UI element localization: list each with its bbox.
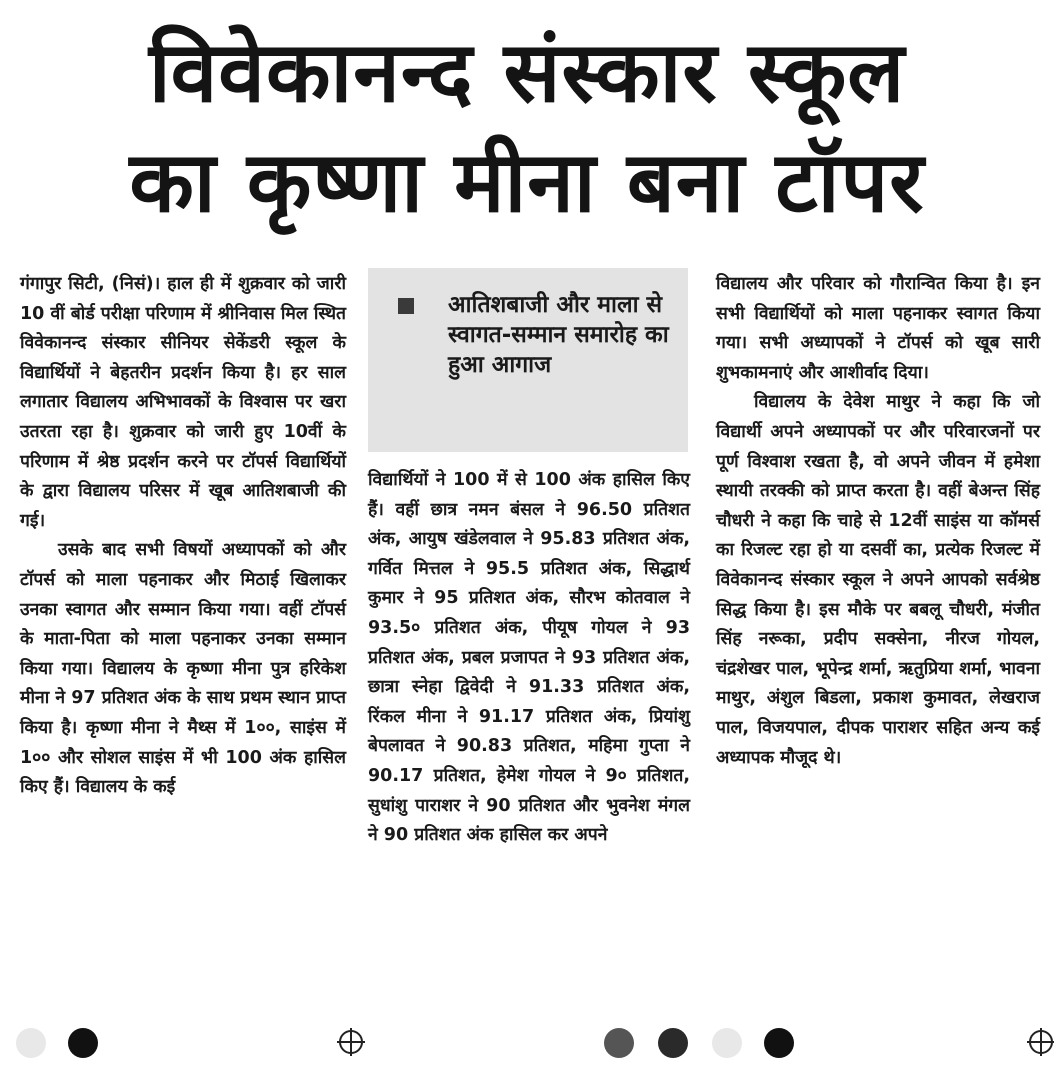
article-column-2	[368, 466, 690, 851]
paragraph-text: हाल ही में शुक्रवार को जारी 10 वीं बोर्ड परीक्षा परिणाम में श्रीनिवास मिल स्थित विवेकानन्द संस्कार सीनियर सेकेंडरी स्कूल के विद्यार्थियों ने बेहतरीन प्रदर्शन किया है। हर साल लगातार विद्यालय अभिभावकों के विश्वास पर खरा उतरता रहा है। शुक्रवार को जारी हुए 10वीं के परिणाम में श्रेष्ठ प्रदर्शन करने पर टॉपर्स विद्यार्थियों के द्वारा विद्यालय परिसर में खूब आतिशबाजी की गई।	[20, 274, 347, 531]
article-paragraph	[20, 270, 346, 536]
square-bullet-icon	[398, 298, 414, 314]
article-paragraph: उसके बाद सभी विषयों अध्यापकों को और टॉपर्स को माला पहनाकर और मिठाई खिलाकर उनका स्वागत और सम्मान किया गया। वहीं टॉपर्स के माता-पिता को माला पहनाकर उनका सम्मान किया गया। विद्यालय के कृष्णा मीना पुत्र हरिकेश मीना ने 97 प्रतिशत अंक के साथ प्रथम स्थान प्राप्त किया है। कृष्णा मीना ने मैथ्स में 1००, साइंस में 1०० और सोशल साइंस में भी 100 अंक हासिल किए हैं। विद्यालय के कई	[20, 540, 346, 798]
registration-dot	[658, 1028, 688, 1058]
article-column-1	[20, 270, 346, 803]
headline-line-2: का कृष्णा मीना बना टॉपर	[129, 133, 925, 231]
article-column-3	[716, 270, 1040, 773]
article-paragraph: विद्यार्थियों ने 100 में से 100 अंक हासिल किए हैं। वहीं छात्र नमन बंसल ने 96.50 प्रतिशत अंक, आयुष खंडेलवाल ने 95.83 प्रतिशत अंक, गर्वित मित्तल ने 95.5 प्रतिशत अंक, सिद्धार्थ कुमार ने 95 प्रतिशत अंक, सौरभ कोतवाल ने 93.5० प्रतिशत अंक, पीयूष गोयल ने 93 प्रतिशत अंक, प्रबल प्रजापत ने 93 प्रतिशत अंक, छात्रा स्नेहा द्विवेदी ने 91.33 प्रतिशत अंक, रिंकल मीना ने 91.17 प्रतिशत अंक, प्रियांशु बेपलावत ने 90.83 प्रतिशत, महिमा गुप्ता ने 90.17 प्रतिशत, हेमेश गोयल ने 9० प्रतिशत, सुधांशु पाराशर ने 90 प्रतिशत और भुवनेश मंगल ने 90 प्रतिशत अंक हासिल कर अपने	[368, 470, 690, 846]
registration-dot	[712, 1028, 742, 1058]
headline-line-1: विवेकानन्द संस्कार स्कूल	[148, 23, 906, 121]
registration-dot	[764, 1028, 794, 1058]
highlight-box	[368, 268, 688, 452]
dateline: गंगापुर सिटी, (निसं)।	[20, 274, 161, 294]
registration-dot	[604, 1028, 634, 1058]
registration-crosshair-icon	[336, 1027, 366, 1057]
registration-dot	[16, 1028, 46, 1058]
registration-dot	[68, 1028, 98, 1058]
article-paragraph: विद्यालय और परिवार को गौरान्वित किया है। इन सभी विद्यार्थियों को माला पहनाकर स्वागत किया गया। सभी अध्यापकों ने टॉपर्स को खूब सारी शुभकामनाएं और आशीर्वाद दिया।	[716, 274, 1040, 383]
highlight-text: आतिशबाजी और माला से स्वागत-सम्मान समारोह का हुआ आगाज	[448, 292, 669, 378]
article-paragraph: विद्यालय के देवेश माथुर ने कहा कि जो विद्यार्थी अपने अध्यापकों पर और परिवारजनों पर पूर्ण विश्वाश रखता है, वो अपने जीवन में हमेशा स्थायी तरक्की को प्राप्त करता है। वहीं बेअन्त सिंह चौधरी ने कहा कि चाहे से 12वीं साइंस या कॉमर्स का रिजल्ट रहा हो या दसवीं का, प्रत्येक रिजल्ट में विवेकानन्द संस्कार स्कूल ने अपने आपको सर्वश्रेष्ठ सिद्ध किया है। इस मौके पर बबलू चौधरी, मंजीत सिंह नरूका, प्रदीप सक्सेना, नीरज गोयल, चंद्रशेखर पाल, भूपेन्द्र शर्मा, ऋतुप्रिया शर्मा, भावना माथुर, अंशुल बिडला, प्रकाश कुमावत, लेखराज पाल, विजयपाल, दीपक पाराशर सहित अन्य कई अध्यापक मौजूद थे।	[716, 392, 1040, 768]
registration-crosshair-icon	[1026, 1027, 1054, 1057]
